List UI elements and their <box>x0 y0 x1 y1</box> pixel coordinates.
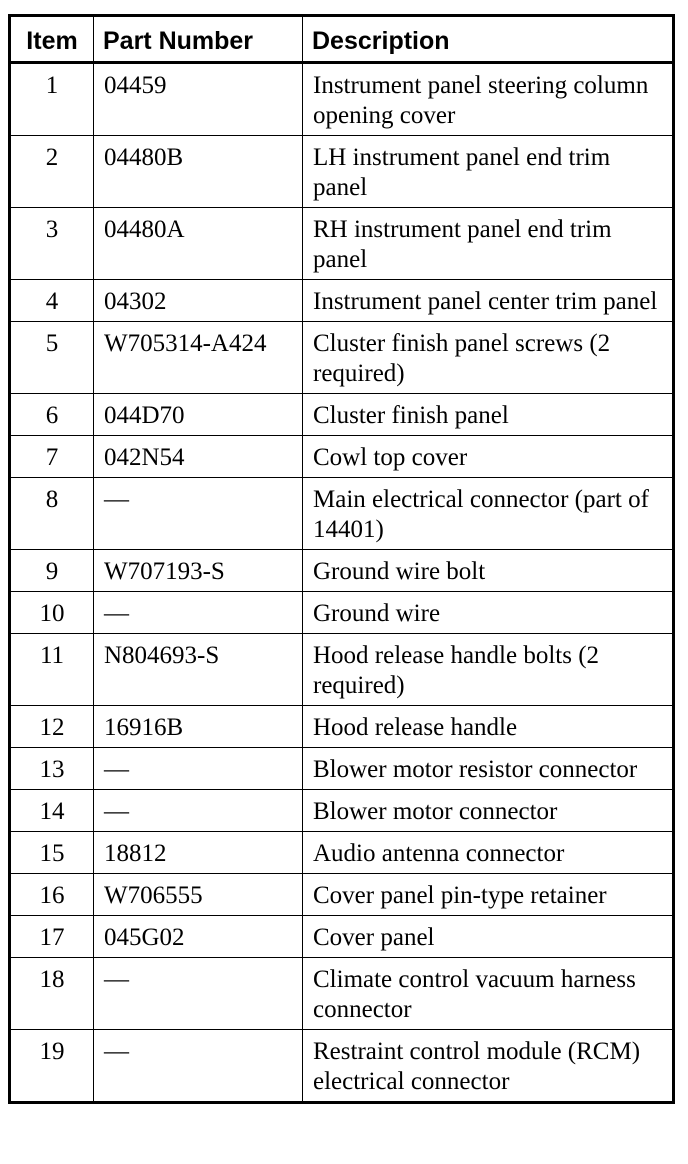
table-row <box>10 550 674 592</box>
item-cell: 6 <box>10 394 94 436</box>
description-cell: Blower motor resistor connector <box>303 748 674 790</box>
description-cell: Ground wire <box>303 592 674 634</box>
description-cell: Blower motor connector <box>303 790 674 832</box>
item-cell: 3 <box>10 208 94 280</box>
table-row <box>10 208 674 280</box>
part-number-cell: W705314-A424 <box>94 322 303 394</box>
part-number-cell: 044D70 <box>94 394 303 436</box>
table-row <box>10 280 674 322</box>
table-row <box>10 874 674 916</box>
item-cell: 9 <box>10 550 94 592</box>
table-row <box>10 748 674 790</box>
table-row <box>10 322 674 394</box>
part-number-cell: 04480A <box>94 208 303 280</box>
table-row <box>10 592 674 634</box>
parts-table <box>8 14 675 1104</box>
part-number-cell: 18812 <box>94 832 303 874</box>
table-row <box>10 958 674 1030</box>
part-number-cell: N804693-S <box>94 634 303 706</box>
description-cell: RH instrument panel end trim panel <box>303 208 674 280</box>
description-cell: Hood release handle bolts (2 required) <box>303 634 674 706</box>
item-cell: 14 <box>10 790 94 832</box>
item-cell: 10 <box>10 592 94 634</box>
table-row <box>10 634 674 706</box>
description-cell: Cover panel <box>303 916 674 958</box>
part-number-cell: — <box>94 1030 303 1103</box>
table-body <box>10 63 674 1103</box>
table-row <box>10 832 674 874</box>
item-cell: 16 <box>10 874 94 916</box>
item-cell: 12 <box>10 706 94 748</box>
table-row <box>10 478 674 550</box>
part-number-cell: 16916B <box>94 706 303 748</box>
description-cell: Ground wire bolt <box>303 550 674 592</box>
part-number-cell: 04302 <box>94 280 303 322</box>
description-cell: Cowl top cover <box>303 436 674 478</box>
item-cell: 2 <box>10 136 94 208</box>
description-cell: Climate control vacuum harness connector <box>303 958 674 1030</box>
item-cell: 13 <box>10 748 94 790</box>
part-number-cell: W707193-S <box>94 550 303 592</box>
table-row <box>10 394 674 436</box>
part-number-cell: — <box>94 958 303 1030</box>
item-cell: 19 <box>10 1030 94 1103</box>
part-number-cell: 042N54 <box>94 436 303 478</box>
item-cell: 11 <box>10 634 94 706</box>
table-row <box>10 790 674 832</box>
item-cell: 15 <box>10 832 94 874</box>
table-row <box>10 436 674 478</box>
item-cell: 5 <box>10 322 94 394</box>
table-row <box>10 706 674 748</box>
table-row <box>10 916 674 958</box>
item-cell: 4 <box>10 280 94 322</box>
part-number-cell: — <box>94 748 303 790</box>
header-description: Description <box>303 16 674 63</box>
description-cell: Hood release handle <box>303 706 674 748</box>
header-part-number: Part Number <box>94 16 303 63</box>
table-row <box>10 63 674 136</box>
description-cell: Restraint control module (RCM) electrical connector <box>303 1030 674 1103</box>
part-number-cell: 04480B <box>94 136 303 208</box>
description-cell: Cluster finish panel screws (2 required) <box>303 322 674 394</box>
part-number-cell: — <box>94 790 303 832</box>
part-number-cell: W706555 <box>94 874 303 916</box>
table-row <box>10 136 674 208</box>
item-cell: 7 <box>10 436 94 478</box>
description-cell: Instrument panel steering column opening cover <box>303 63 674 136</box>
description-cell: Audio antenna connector <box>303 832 674 874</box>
item-cell: 1 <box>10 63 94 136</box>
table-header-row <box>10 16 674 63</box>
description-cell: Cluster finish panel <box>303 394 674 436</box>
description-cell: LH instrument panel end trim panel <box>303 136 674 208</box>
part-number-cell: 045G02 <box>94 916 303 958</box>
part-number-cell: 04459 <box>94 63 303 136</box>
description-cell: Cover panel pin-type retainer <box>303 874 674 916</box>
item-cell: 17 <box>10 916 94 958</box>
header-item: Item <box>10 16 94 63</box>
item-cell: 18 <box>10 958 94 1030</box>
item-cell: 8 <box>10 478 94 550</box>
part-number-cell: — <box>94 592 303 634</box>
table-row <box>10 1030 674 1103</box>
description-cell: Main electrical connector (part of 14401) <box>303 478 674 550</box>
description-cell: Instrument panel center trim panel <box>303 280 674 322</box>
part-number-cell: — <box>94 478 303 550</box>
